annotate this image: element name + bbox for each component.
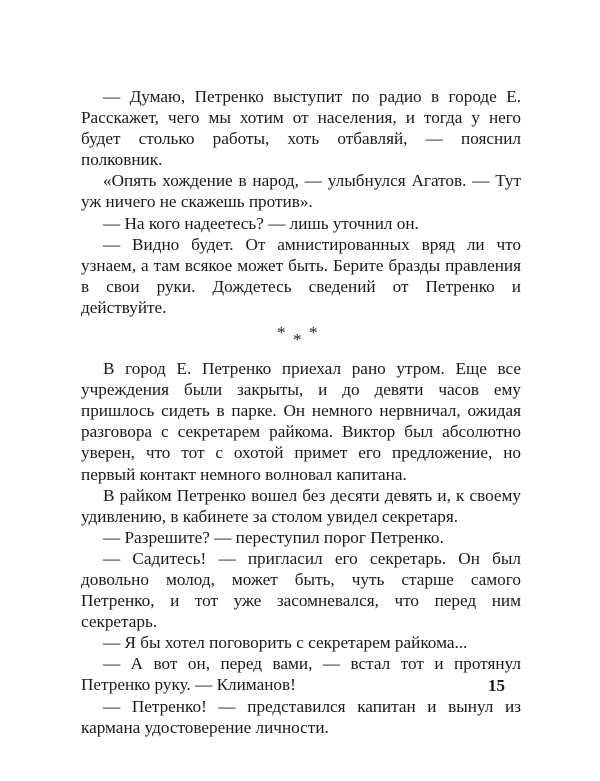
paragraph: — На кого надеетесь? — лишь уточнил он. — [103, 213, 419, 233]
paragraph: — Петренко! — представился капитан и вынул из кармана удостоверение личности. — [81, 696, 521, 737]
asterisk: * — [293, 330, 302, 350]
paragraph: В райком Петренко вошел без десяти девять и, к своему удивлению, в кабинете за столом увидел секретаря. — [81, 485, 521, 526]
asterisk: * — [277, 323, 286, 343]
asterisk: * — [309, 323, 318, 343]
paragraph: — Разрешите? — переступил порог Петренко. — [103, 527, 444, 547]
section-after-break — [81, 358, 521, 738]
paragraph: В город Е. Петренко приехал рано утром. Еще все учреждения были закрыты, и до девяти часов ему пришлось сидеть в парке. Он немного нервничал, ожидая разговора с секретарем райкома. Виктор был абсолютно уверен, что тот с охотой примет его предложение, но первый контакт немного волновал капитана. — [81, 359, 521, 484]
paragraph: — Я бы хотел поговорить с секретарем райкома... — [103, 633, 468, 653]
paragraph: — Садитесь! — пригласил его секретарь. Он был довольно молод, может быть, чуть старше самого Петренко, и тот уже засомневался, что перед ним секретарь. — [81, 548, 521, 632]
section-break-asterism — [81, 322, 521, 358]
page-number: 15 — [488, 676, 505, 695]
paragraph: — Думаю, Петренко выступит по радио в городе Е. Расскажет, чего мы хотим от населения, и тогда у него будет столько работы, хоть отбавляй, — пояснил полковник. — [81, 87, 521, 170]
paragraph: — А вот он, перед вами, — встал тот и протянул Петренко руку. — Климанов! — [81, 654, 521, 695]
page-text-block — [81, 86, 521, 738]
paragraph: — Видно будет. От амнистированных вряд ли что узнаем, а там всякое может быть. Берите бразды правления в свои руки. Дождетесь сведений от Петренко и действуйте. — [81, 234, 521, 317]
section-before-break — [81, 86, 521, 318]
paragraph: «Опять хождение в народ, — улыбнулся Агатов. — Тут уж ничего не скажешь против». — [81, 171, 521, 212]
